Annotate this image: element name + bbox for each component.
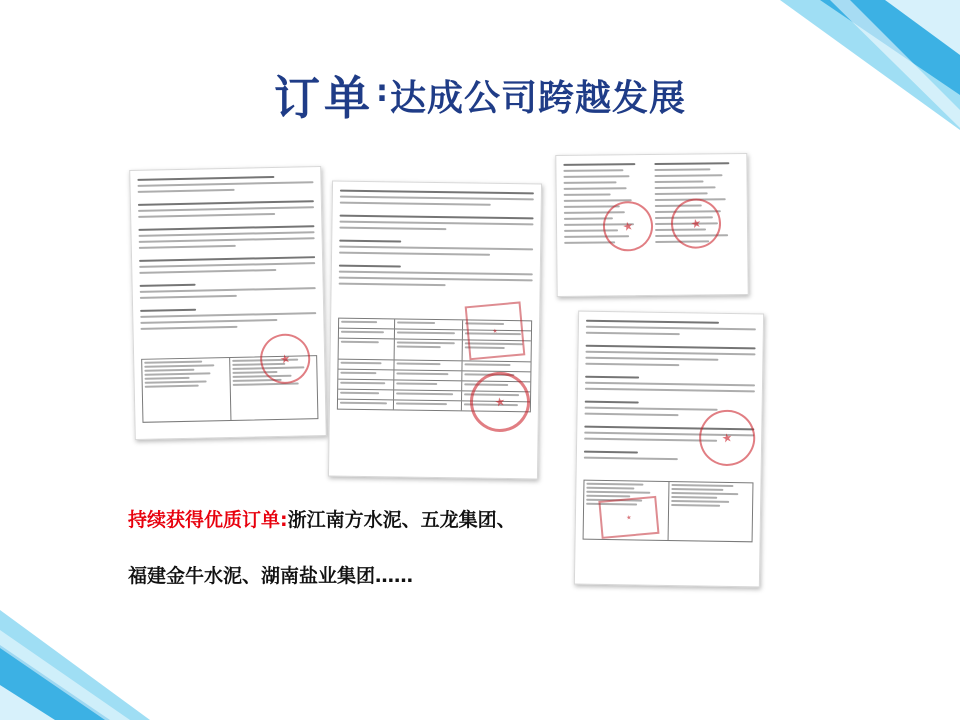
official-seal-stamp: ★ — [255, 329, 315, 389]
title-main-text: 订单 — [273, 71, 374, 125]
title-sub-text: 达成公司跨越发展 — [389, 77, 686, 119]
corner-ribbon-bottom-left — [0, 600, 260, 720]
official-seal-stamp: ★ — [694, 405, 760, 471]
contract-page-2 — [328, 181, 542, 480]
round-seal-stamp: ★ — [465, 367, 536, 438]
caption-highlight: 持续获得优质订单 — [128, 509, 281, 531]
caption-line1-rest: 浙江南方水泥、五龙集团、 — [287, 509, 516, 531]
company-stamp: ★ — [598, 496, 659, 539]
official-seal-stamp: ★ — [598, 196, 658, 256]
contract-page-3 — [555, 153, 748, 297]
caption — [128, 492, 768, 604]
official-seal-stamp: ★ — [465, 301, 526, 360]
caption-line2: 福建金牛水泥、湖南盐业集团…… — [128, 565, 414, 587]
contract-page-1 — [129, 166, 327, 440]
caption-separator: : — [280, 509, 288, 531]
official-seal-stamp-secondary: ★ — [666, 194, 726, 254]
page-title — [0, 62, 960, 128]
title-separator: : — [375, 73, 388, 109]
